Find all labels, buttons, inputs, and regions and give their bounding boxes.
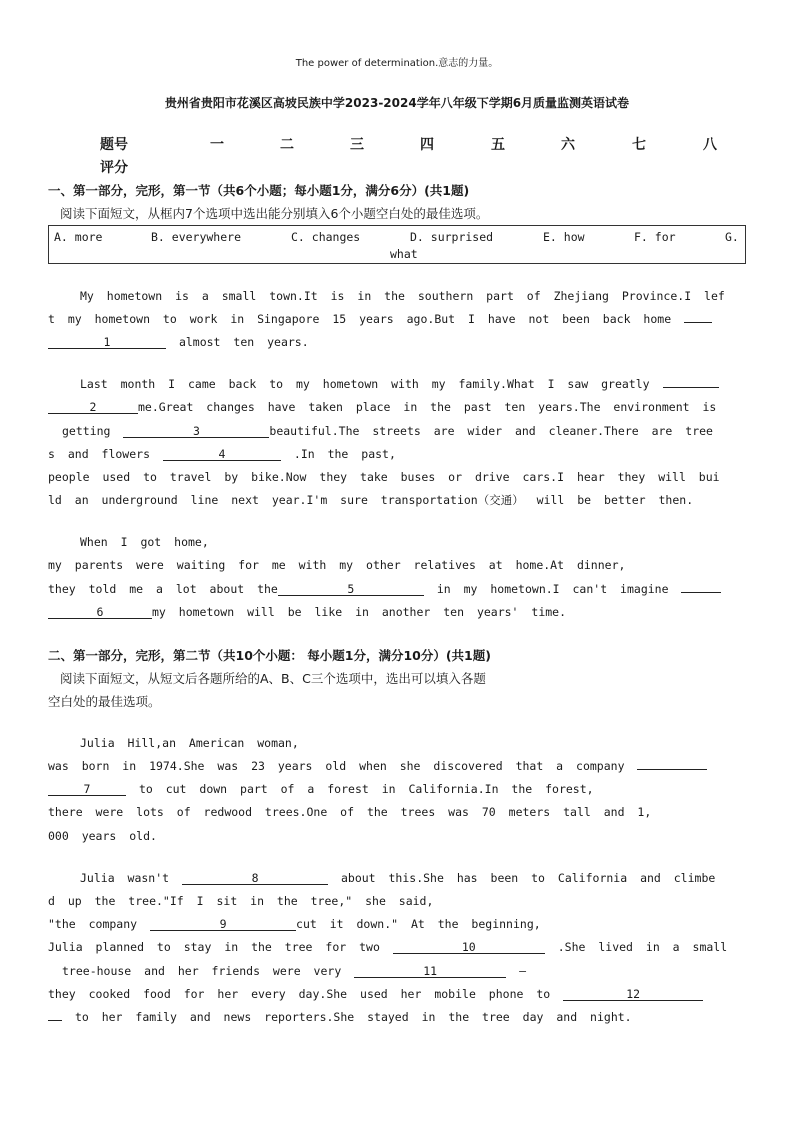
passage-1-line: ld an underground line next year.I'm sure transportation（交通） will be better then. [48,493,694,507]
passage-2-line: Julia planned to stay in the tree for two 10 .She lived in a small [48,940,728,954]
blank-2[interactable]: 2 [48,401,138,414]
blank-12-end[interactable] [48,1020,62,1021]
passage-2-line: they cooked food for her every day.She used her mobile phone to 12 [48,987,745,1001]
score-table-col-7: 七 [632,137,646,153]
blank-7-start[interactable] [637,769,707,770]
option-c: C. changes [291,230,361,244]
passage-1-line: 2 me.Great changes have taken place in the past ten years.The environment is [48,400,745,414]
passage-1-line: 6 my hometown will be like in another ten years' time. [48,605,745,619]
score-table-row-label-number: 题号 [100,137,128,153]
option-a: A. more [54,230,103,244]
blank-11[interactable]: 11 [354,965,506,978]
blank-1-start[interactable] [684,322,712,323]
score-table-col-1: 一 [210,137,224,153]
passage-2-line: Julia wasn't 8 about this.She has been to California and climbe [80,871,716,885]
passage-2-line: 000 years old. [48,829,157,843]
passage-2-line: there were lots of redwood trees.One of the trees was 70 meters tall and 1, [48,805,652,819]
blank-1[interactable]: 1 [48,336,166,349]
option-e: E. how [543,230,585,244]
options-box [48,225,746,264]
blank-12[interactable]: 12 [563,988,703,1001]
document-title: 贵州省贵阳市花溪区高坡民族中学2023-2024学年八年级下学期6月质量监测英语试卷 [164,96,630,110]
passage-2-line: 7 to cut down part of a forest in California.In the forest, [48,782,745,796]
passage-2-line: "the company 9 cut it down." At the beginning, [48,917,541,931]
blank-10[interactable]: 10 [393,941,545,954]
section-2-instruction-cont: 空白处的最佳选项。 [48,694,161,709]
blank-2-start[interactable] [663,387,719,388]
section-2-heading: 二、第一部分，完形，第二节（共10个小题： 每小题1分，满分10分）(共1题) [48,648,491,663]
section-2-instruction: 阅读下面短文，从短文后各题所给的A、B、C三个选项中，选出可以填入各题 [60,671,486,686]
option-d: D. surprised [410,230,494,244]
score-table-row-label-score: 评分 [100,160,128,176]
blank-6[interactable]: 6 [48,606,152,619]
score-table-col-5: 五 [491,137,505,153]
passage-1-line: people used to travel by bike.Now they take buses or drive cars.I hear they will bui [48,470,720,484]
passage-1-line: s and flowers 4 .In the past, [48,447,396,461]
passage-1-line: they told me a lot about the 5 in my hometown.I can't imagine [48,582,745,596]
blank-8[interactable]: 8 [182,872,328,885]
blank-6-start[interactable] [681,592,721,593]
passage-1-line: my parents were waiting for me with my other relatives at home.At dinner, [48,558,626,572]
score-table-col-6: 六 [561,137,575,153]
passage-2-line: d up the tree."If I sit in the tree," she said, [48,894,434,908]
passage-2-line: to her family and news reporters.She stayed in the tree day and night. [48,1010,745,1024]
score-table-col-2: 二 [280,137,294,153]
blank-9[interactable]: 9 [150,918,296,931]
passage-2-line: was born in 1974.She was 23 years old when she discovered that a company [48,759,745,773]
score-table-col-8: 八 [703,137,717,153]
blank-3[interactable]: 3 [123,425,269,438]
option-g-text: what [390,247,418,261]
blank-5[interactable]: 5 [278,583,424,596]
passage-1-line: 1 almost ten years. [48,335,745,349]
passage-1-line: When I got home, [80,535,209,549]
option-b: B. everywhere [151,230,242,244]
page-header: The power of determination.意志的力量。 [295,58,499,69]
passage-1-line: My hometown is a small town.It is in the southern part of Zhejiang Province.I lef [80,289,725,303]
section-1-heading: 一、第一部分，完形，第一节（共6个小题；每小题1分，满分6分）(共1题) [48,183,470,198]
option-g: G. [725,230,739,244]
passage-1-line: getting 3 beautiful.The streets are wider and cleaner.There are tree [62,424,713,438]
blank-7[interactable]: 7 [48,783,126,796]
passage-1-line: t my hometown to work in Singapore 15 years ago.But I have not been back home [48,312,745,326]
passage-2-line: tree-house and her friends were very 11 — [62,964,527,978]
passage-2-line: Julia Hill,an American woman, [80,736,299,750]
score-table-col-4: 四 [420,137,434,153]
option-f: F. for [634,230,676,244]
score-table-col-3: 三 [350,137,364,153]
section-1-instruction: 阅读下面短文，从框内7个选项中选出能分别填入6个小题空白处的最佳选项。 [60,206,489,221]
blank-4[interactable]: 4 [163,448,281,461]
passage-1-line: Last month I came back to my hometown with my family.What I saw greatly [80,377,745,391]
